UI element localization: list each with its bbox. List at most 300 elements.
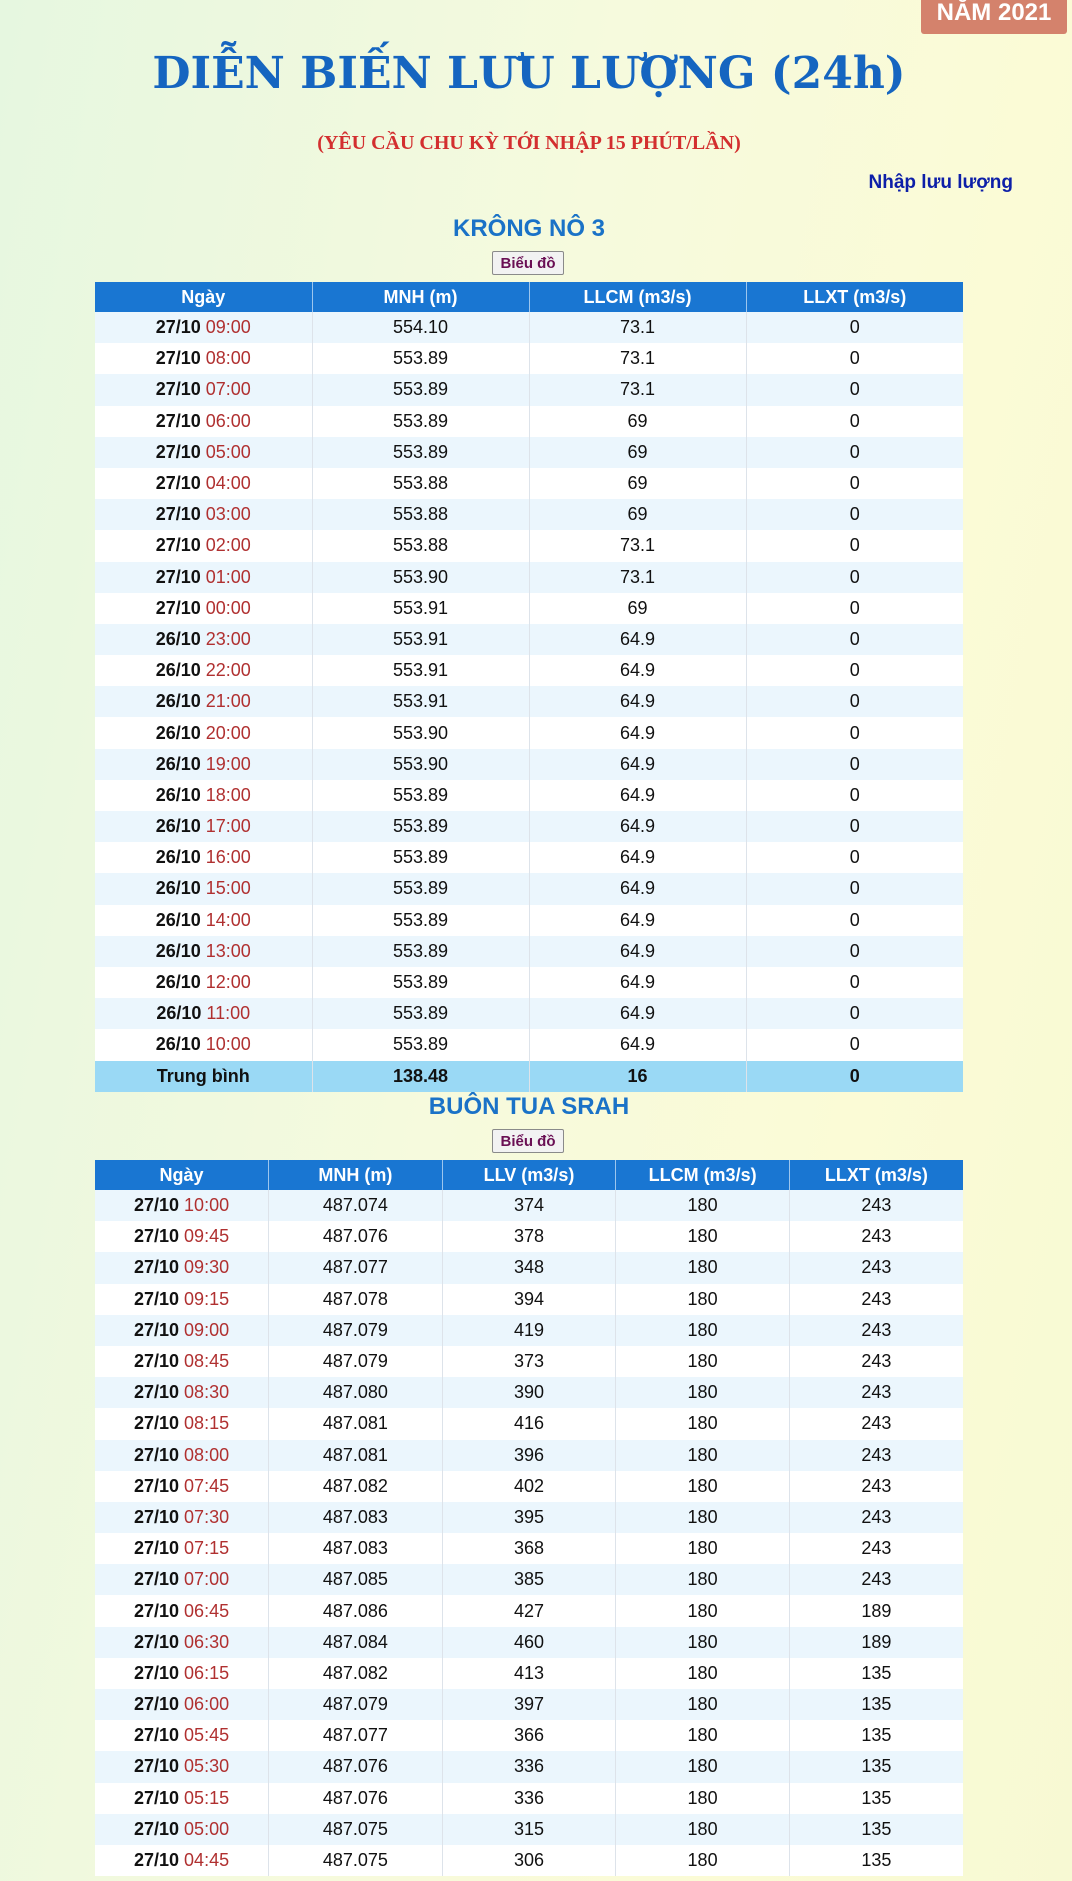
value-cell: 553.91 (312, 593, 529, 624)
datetime-cell (95, 1720, 269, 1751)
value-cell: 64.9 (529, 780, 746, 811)
value-cell: 69 (529, 499, 746, 530)
datetime-cell (95, 967, 312, 998)
column-header[interactable]: Ngày (95, 1160, 269, 1190)
value-cell: 487.079 (269, 1346, 443, 1377)
column-header[interactable]: MNH (m) (269, 1160, 443, 1190)
input-flow-link[interactable]: Nhập lưu lượng (868, 172, 1013, 193)
time-value: 01:00 (205, 566, 251, 587)
value-cell: 374 (442, 1190, 616, 1221)
table-row (95, 1595, 963, 1626)
datetime-cell (95, 437, 312, 468)
value-cell: 315 (442, 1814, 616, 1845)
value-cell: 243 (789, 1471, 963, 1502)
datetime-cell (95, 562, 312, 593)
value-cell: 243 (789, 1284, 963, 1315)
table-row (95, 1627, 963, 1658)
table-row (95, 998, 963, 1029)
chart-button-krong-no-3[interactable]: Biểu đồ (492, 251, 564, 275)
value-cell: 0 (746, 655, 963, 686)
average-label: Trung bình (95, 1061, 312, 1092)
value-cell: 553.90 (312, 562, 529, 593)
value-cell: 64.9 (529, 686, 746, 717)
column-header[interactable]: LLCM (m3/s) (529, 282, 746, 312)
value-cell: 487.079 (269, 1689, 443, 1720)
time-value: 06:30 (184, 1631, 230, 1652)
value-cell: 0 (746, 593, 963, 624)
value-cell: 419 (442, 1315, 616, 1346)
datetime-cell (95, 936, 312, 967)
datetime-cell (95, 1221, 269, 1252)
value-cell: 180 (616, 1377, 790, 1408)
time-value: 09:45 (184, 1226, 230, 1247)
value-cell: 135 (789, 1658, 963, 1689)
value-cell: 397 (442, 1689, 616, 1720)
value-cell: 553.89 (312, 998, 529, 1029)
date-value: 26/10 (155, 691, 201, 712)
table-row (95, 562, 963, 593)
value-cell: 135 (789, 1783, 963, 1814)
station-title-krong-no-3: KRÔNG NÔ 3 (452, 215, 605, 242)
datetime-cell (95, 1814, 269, 1845)
value-cell: 180 (616, 1783, 790, 1814)
column-header[interactable]: LLCM (m3/s) (616, 1160, 790, 1190)
table-row (95, 1783, 963, 1814)
datetime-cell (95, 905, 312, 936)
datetime-cell (95, 1783, 269, 1814)
value-cell: 416 (442, 1408, 616, 1439)
table-row (95, 873, 963, 904)
value-cell: 243 (789, 1252, 963, 1283)
value-cell: 0 (746, 936, 963, 967)
time-value: 22:00 (205, 660, 251, 681)
value-cell: 73.1 (529, 530, 746, 561)
value-cell: 487.083 (269, 1502, 443, 1533)
value-cell: 135 (789, 1845, 963, 1876)
value-cell: 0 (746, 686, 963, 717)
value-cell: 243 (789, 1346, 963, 1377)
table-row (95, 593, 963, 624)
value-cell: 0 (746, 624, 963, 655)
datetime-cell (95, 1845, 269, 1876)
value-cell: 64.9 (529, 842, 746, 873)
time-value: 16:00 (205, 847, 251, 868)
value-cell: 487.074 (269, 1190, 443, 1221)
value-cell: 180 (616, 1751, 790, 1782)
column-header[interactable]: MNH (m) (312, 282, 529, 312)
datetime-cell (95, 1315, 269, 1346)
datetime-cell (95, 374, 312, 405)
table-row (95, 717, 963, 748)
table-row (95, 1315, 963, 1346)
value-cell: 180 (616, 1720, 790, 1751)
date-value: 27/10 (133, 1694, 180, 1715)
table-buon-tua-srah (95, 1160, 963, 1876)
value-cell: 553.89 (312, 905, 529, 936)
value-cell: 135 (789, 1689, 963, 1720)
value-cell: 73.1 (529, 374, 746, 405)
value-cell: 553.89 (312, 811, 529, 842)
value-cell: 64.9 (529, 655, 746, 686)
table-row (95, 1190, 963, 1221)
table-row (95, 1533, 963, 1564)
date-value: 26/10 (155, 847, 201, 868)
date-value: 26/10 (155, 722, 201, 743)
datetime-cell (95, 343, 312, 374)
table-row (95, 1221, 963, 1252)
time-value: 09:00 (205, 317, 251, 338)
table-row (95, 655, 963, 686)
value-cell: 390 (442, 1377, 616, 1408)
time-value: 05:00 (205, 441, 251, 462)
value-cell: 64.9 (529, 905, 746, 936)
date-value: 27/10 (155, 348, 201, 369)
value-cell: 73.1 (529, 343, 746, 374)
table-row (95, 1471, 963, 1502)
value-cell: 487.076 (269, 1751, 443, 1782)
value-cell: 180 (616, 1221, 790, 1252)
value-cell: 553.89 (312, 873, 529, 904)
value-cell: 487.084 (269, 1627, 443, 1658)
table-row (95, 811, 963, 842)
time-value: 08:00 (205, 348, 251, 369)
time-value: 07:00 (184, 1569, 230, 1590)
datetime-cell (95, 780, 312, 811)
value-cell: 396 (442, 1440, 616, 1471)
time-value: 19:00 (205, 753, 251, 774)
value-cell: 553.89 (312, 406, 529, 437)
value-cell: 73.1 (529, 312, 746, 343)
date-value: 27/10 (133, 1257, 180, 1278)
value-cell: 427 (442, 1595, 616, 1626)
table-krong-no-3 (95, 282, 963, 1092)
time-value: 08:00 (184, 1444, 230, 1465)
date-value: 27/10 (133, 1756, 180, 1777)
value-cell: 69 (529, 593, 746, 624)
time-value: 05:15 (184, 1787, 230, 1808)
value-cell: 553.91 (312, 686, 529, 717)
value-cell: 180 (616, 1346, 790, 1377)
value-cell: 64.9 (529, 967, 746, 998)
date-value: 27/10 (133, 1787, 180, 1808)
value-cell: 0 (746, 749, 963, 780)
time-value: 05:30 (184, 1756, 230, 1777)
table-row (95, 686, 963, 717)
value-cell: 0 (746, 1029, 963, 1060)
time-value: 20:00 (205, 722, 251, 743)
datetime-cell (95, 406, 312, 437)
value-cell: 180 (616, 1502, 790, 1533)
value-cell: 243 (789, 1533, 963, 1564)
datetime-cell (95, 1440, 269, 1471)
date-value: 26/10 (155, 816, 201, 837)
value-cell: 69 (529, 406, 746, 437)
column-header[interactable]: LLXT (m3/s) (789, 1160, 963, 1190)
value-cell: 64.9 (529, 1029, 746, 1060)
time-value: 14:00 (205, 909, 251, 930)
datetime-cell (95, 842, 312, 873)
time-value: 06:00 (184, 1694, 230, 1715)
time-value: 11:00 (206, 1003, 251, 1024)
value-cell: 553.89 (312, 1029, 529, 1060)
value-cell: 553.89 (312, 967, 529, 998)
column-header[interactable]: LLXT (m3/s) (746, 282, 963, 312)
value-cell: 0 (746, 967, 963, 998)
datetime-cell (95, 1564, 269, 1595)
value-cell: 348 (442, 1252, 616, 1283)
value-cell: 487.082 (269, 1471, 443, 1502)
datetime-cell (95, 312, 312, 343)
table-row (95, 1689, 963, 1720)
datetime-cell (95, 1751, 269, 1782)
datetime-cell (95, 624, 312, 655)
average-row (95, 1061, 963, 1092)
date-value: 27/10 (133, 1444, 180, 1465)
station-title-buon-tua-srah: BUÔN TUA SRAH (428, 1093, 630, 1120)
date-value: 27/10 (133, 1725, 180, 1746)
date-value: 27/10 (133, 1226, 180, 1247)
datetime-cell (95, 499, 312, 530)
value-cell: 0 (746, 562, 963, 593)
time-value: 04:45 (184, 1850, 230, 1871)
datetime-cell (95, 1627, 269, 1658)
value-cell: 180 (616, 1471, 790, 1502)
value-cell: 460 (442, 1627, 616, 1658)
date-value: 27/10 (133, 1382, 180, 1403)
table-row (95, 1408, 963, 1439)
value-cell: 0 (746, 998, 963, 1029)
datetime-cell (95, 1689, 269, 1720)
value-cell: 0 (746, 780, 963, 811)
value-cell: 487.076 (269, 1783, 443, 1814)
value-cell: 0 (746, 717, 963, 748)
value-cell: 487.085 (269, 1564, 443, 1595)
value-cell: 553.88 (312, 530, 529, 561)
value-cell: 180 (616, 1408, 790, 1439)
value-cell: 180 (616, 1814, 790, 1845)
table-row (95, 1564, 963, 1595)
average-value: 16 (529, 1061, 746, 1092)
date-value: 27/10 (133, 1506, 180, 1527)
value-cell: 0 (746, 343, 963, 374)
value-cell: 553.90 (312, 749, 529, 780)
value-cell: 487.080 (269, 1377, 443, 1408)
time-value: 07:45 (184, 1475, 230, 1496)
datetime-cell (95, 1190, 269, 1221)
value-cell: 368 (442, 1533, 616, 1564)
datetime-cell (95, 1377, 269, 1408)
time-value: 08:15 (184, 1413, 230, 1434)
datetime-cell (95, 1029, 312, 1060)
datetime-cell (95, 1658, 269, 1689)
value-cell: 553.89 (312, 343, 529, 374)
time-value: 07:30 (184, 1506, 230, 1527)
date-value: 27/10 (133, 1569, 180, 1590)
value-cell: 487.075 (269, 1845, 443, 1876)
table-header-row (95, 282, 963, 312)
value-cell: 64.9 (529, 624, 746, 655)
date-value: 27/10 (133, 1413, 180, 1434)
time-value: 12:00 (205, 972, 251, 993)
value-cell: 487.079 (269, 1315, 443, 1346)
value-cell: 135 (789, 1720, 963, 1751)
date-value: 26/10 (155, 1034, 201, 1055)
year-badge: NĂM 2021 (921, 0, 1067, 34)
time-value: 04:00 (205, 473, 251, 494)
date-value: 27/10 (155, 504, 201, 525)
datetime-cell (95, 1346, 269, 1377)
value-cell: 306 (442, 1845, 616, 1876)
value-cell: 180 (616, 1284, 790, 1315)
table-row (95, 1346, 963, 1377)
value-cell: 135 (789, 1814, 963, 1845)
date-value: 27/10 (133, 1319, 180, 1340)
datetime-cell (95, 1471, 269, 1502)
value-cell: 553.91 (312, 624, 529, 655)
value-cell: 487.086 (269, 1595, 443, 1626)
value-cell: 189 (789, 1595, 963, 1626)
value-cell: 402 (442, 1471, 616, 1502)
date-value: 26/10 (155, 909, 201, 930)
value-cell: 189 (789, 1627, 963, 1658)
value-cell: 0 (746, 437, 963, 468)
value-cell: 0 (746, 374, 963, 405)
time-value: 06:15 (184, 1662, 230, 1683)
value-cell: 64.9 (529, 998, 746, 1029)
time-value: 06:00 (205, 410, 251, 431)
value-cell: 135 (789, 1751, 963, 1782)
value-cell: 373 (442, 1346, 616, 1377)
value-cell: 487.077 (269, 1720, 443, 1751)
date-value: 27/10 (155, 410, 201, 431)
value-cell: 0 (746, 499, 963, 530)
value-cell: 64.9 (529, 811, 746, 842)
value-cell: 180 (616, 1440, 790, 1471)
table-row (95, 437, 963, 468)
table-row (95, 406, 963, 437)
time-value: 06:45 (184, 1600, 230, 1621)
value-cell: 378 (442, 1221, 616, 1252)
value-cell: 243 (789, 1377, 963, 1408)
date-value: 27/10 (133, 1195, 180, 1216)
table-row (95, 312, 963, 343)
date-value: 26/10 (155, 660, 201, 681)
time-value: 02:00 (205, 535, 251, 556)
date-value: 27/10 (133, 1351, 180, 1372)
value-cell: 487.081 (269, 1408, 443, 1439)
datetime-cell (95, 1408, 269, 1439)
value-cell: 487.076 (269, 1221, 443, 1252)
datetime-cell (95, 1502, 269, 1533)
value-cell: 553.88 (312, 468, 529, 499)
page-title: DIỄN BIẾN LƯU LƯỢNG (24h) (152, 48, 906, 99)
table-row (95, 1029, 963, 1060)
datetime-cell (95, 686, 312, 717)
date-value: 27/10 (133, 1288, 180, 1309)
value-cell: 69 (529, 468, 746, 499)
value-cell: 243 (789, 1315, 963, 1346)
value-cell: 554.10 (312, 312, 529, 343)
value-cell: 366 (442, 1720, 616, 1751)
time-value: 18:00 (205, 784, 251, 805)
date-value: 27/10 (155, 535, 201, 556)
table-row (95, 468, 963, 499)
page-subtitle: (YÊU CẦU CHU KỲ TỚI NHẬP 15 PHÚT/LẦN) (317, 132, 741, 154)
date-value: 27/10 (133, 1631, 180, 1652)
table-row (95, 1845, 963, 1876)
value-cell: 180 (616, 1689, 790, 1720)
table-header-row (95, 1160, 963, 1190)
value-cell: 553.89 (312, 780, 529, 811)
time-value: 10:00 (184, 1195, 230, 1216)
value-cell: 0 (746, 873, 963, 904)
time-value: 15:00 (205, 878, 251, 899)
date-value: 26/10 (155, 972, 201, 993)
table-row (95, 842, 963, 873)
time-value: 09:30 (184, 1257, 230, 1278)
value-cell: 553.90 (312, 717, 529, 748)
value-cell: 64.9 (529, 717, 746, 748)
date-value: 27/10 (133, 1850, 180, 1871)
date-value: 26/10 (155, 628, 201, 649)
table-row (95, 1377, 963, 1408)
value-cell: 0 (746, 406, 963, 437)
table-row (95, 1814, 963, 1845)
value-cell: 487.078 (269, 1284, 443, 1315)
value-cell: 394 (442, 1284, 616, 1315)
value-cell: 243 (789, 1564, 963, 1595)
value-cell: 243 (789, 1502, 963, 1533)
table-row (95, 624, 963, 655)
value-cell: 553.89 (312, 437, 529, 468)
table-row (95, 530, 963, 561)
datetime-cell (95, 717, 312, 748)
value-cell: 395 (442, 1502, 616, 1533)
date-value: 27/10 (155, 317, 201, 338)
time-value: 00:00 (205, 597, 251, 618)
datetime-cell (95, 468, 312, 499)
date-value: 27/10 (155, 597, 201, 618)
date-value: 27/10 (133, 1662, 180, 1683)
date-value: 27/10 (155, 379, 201, 400)
value-cell: 243 (789, 1221, 963, 1252)
datetime-cell (95, 530, 312, 561)
table-row (95, 936, 963, 967)
value-cell: 69 (529, 437, 746, 468)
table-row (95, 1720, 963, 1751)
column-header[interactable]: LLV (m3/s) (442, 1160, 616, 1190)
value-cell: 553.89 (312, 936, 529, 967)
value-cell: 73.1 (529, 562, 746, 593)
column-header[interactable]: Ngày (95, 282, 312, 312)
value-cell: 553.89 (312, 842, 529, 873)
time-value: 17:00 (205, 816, 251, 837)
datetime-cell (95, 1533, 269, 1564)
date-value: 27/10 (133, 1538, 180, 1559)
value-cell: 385 (442, 1564, 616, 1595)
value-cell: 336 (442, 1751, 616, 1782)
table-row (95, 1440, 963, 1471)
chart-button-buon-tua-srah[interactable]: Biểu đồ (492, 1129, 564, 1153)
value-cell: 180 (616, 1627, 790, 1658)
table-row (95, 1751, 963, 1782)
value-cell: 64.9 (529, 936, 746, 967)
value-cell: 487.083 (269, 1533, 443, 1564)
table-row (95, 343, 963, 374)
value-cell: 64.9 (529, 749, 746, 780)
value-cell: 180 (616, 1564, 790, 1595)
value-cell: 487.081 (269, 1440, 443, 1471)
